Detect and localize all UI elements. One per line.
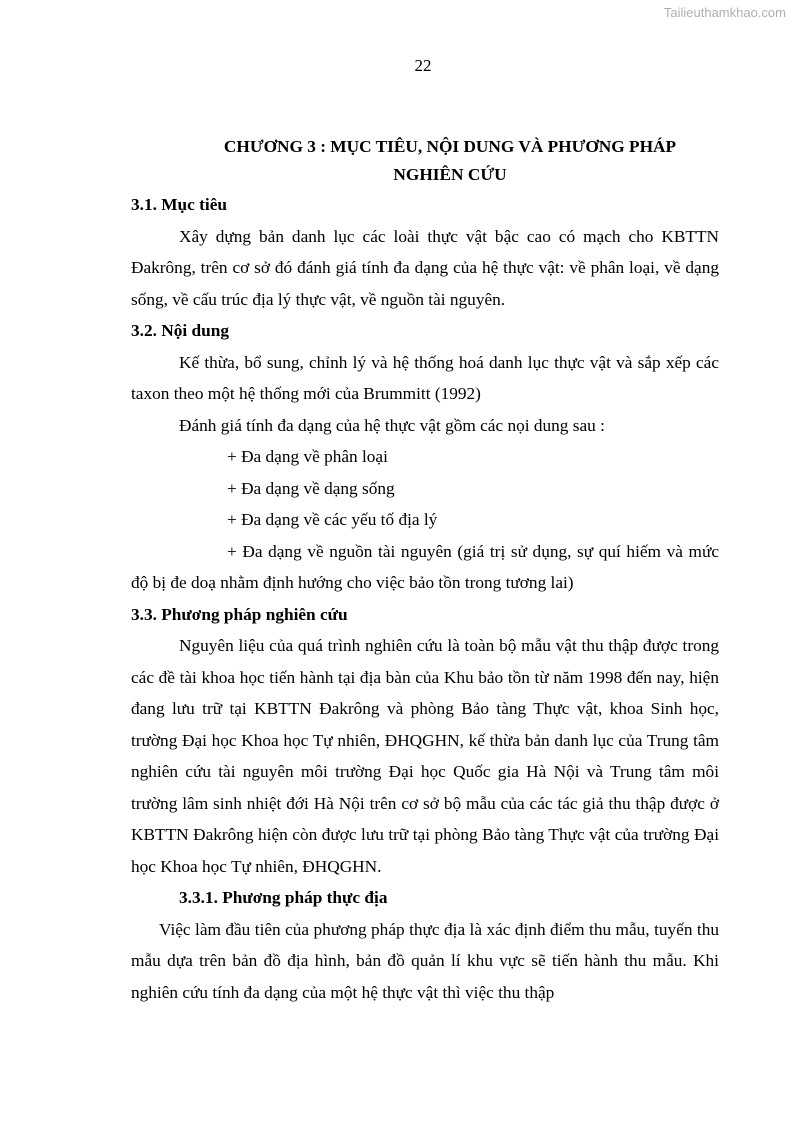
section-3-3-paragraph: Nguyên liệu của quá trình nghiên cứu là toàn bộ mẫu vật thu thập được trong các đề tài khoa học tiến hành tại địa bàn của Khu bảo tồn từ năm 1998 đến nay, hiện đang lưu trữ tại KBTTN Đakrông và phòng Bảo tàng Thực vật, khoa Sinh học, trường Đại học Khoa học Tự nhiên, ĐHQGHN, kế thừa bản danh lục của Trung tâm nghiên cứu tài nguyên môi trường Đại học Quốc gia Hà Nội và Trung tâm môi trường lâm sinh nhiệt đới Hà Nội trên cơ sở bộ mẫu của các tác giả thu thập được ở KBTTN Đakrông hiện còn được lưu trữ tại phòng Bảo tàng Thực vật của trường Đại học Khoa học Tự nhiên, ĐHQGHN. [131,636,719,876]
section-heading-3-3: 3.3. Phương pháp nghiên cứu [131,604,348,624]
bullet-item: + Đa dạng về nguồn tài nguyên (giá trị sử dụng, sự quí hiếm và mức độ bị đe doạ nhằm định hướng cho việc bảo tồn trong tương lai) [131,541,719,592]
section-heading-3-1: 3.1. Mục tiêu [131,195,227,214]
chapter-title [131,133,719,189]
document-body [131,133,719,1008]
bullet-item: + Đa dạng về các yếu tố địa lý [227,510,438,529]
watermark: Tailieuthamkhao.com [663,5,786,20]
bullet-item: + Đa dạng về phân loại [227,447,388,466]
section-heading-3-3-1: 3.3.1. Phương pháp thực địa [179,888,388,907]
chapter-title-line-1: CHƯƠNG 3 : MỤC TIÊU, NỘI DUNG VÀ PHƯƠNG PHÁP [223,137,677,156]
bullet-item: + Đa dạng về dạng sống [227,478,395,498]
page-number: 22 [414,56,432,75]
section-3-2-paragraph-2: Đánh giá tính đa dạng của hệ thực vật gồm các nọi dung sau : [179,415,605,435]
section-heading-3-2: 3.2. Nội dung [131,321,229,340]
section-3-3-1-paragraph: Việc làm đầu tiên của phương pháp thực địa là xác định điểm thu mẫu, tuyến thu mẫu dựa trên bản đồ địa hình, bản đồ quản lí khu vực sẽ tiến hành thu mẫu. Khi nghiên cứu tính đa dạng của một hệ thực vật thì việc thu thập [131,919,719,1002]
section-3-1-paragraph: Xây dựng bản danh lục các loài thực vật bậc cao có mạch cho KBTTN Đakrông, trên cơ sở đó đánh giá tính đa dạng của hệ thực vật: về phân loại, về dạng sống, về cấu trúc địa lý thực vật, về nguồn tài nguyên. [131,226,719,309]
section-3-2-paragraph-1: Kế thừa, bổ sung, chỉnh lý và hệ thống hoá danh lục thực vật và sắp xếp các taxon theo một hệ thống mới của Brummitt (1992) [131,352,719,403]
chapter-title-line-2: NGHIÊN CỨU [393,165,507,184]
